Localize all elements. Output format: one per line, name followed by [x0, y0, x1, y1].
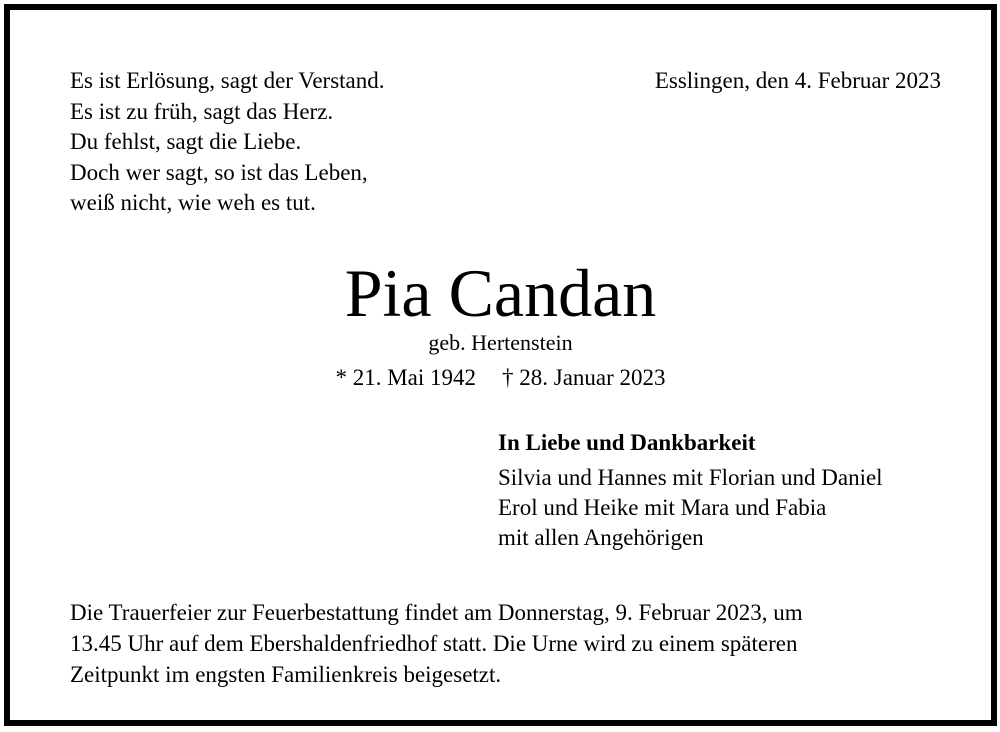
poem: [70, 66, 385, 219]
mourner-line: Erol und Heike mit Mara und Fabia: [498, 495, 827, 520]
poem-line: Doch wer sagt, so ist das Leben,: [70, 159, 368, 185]
deceased-name: Pia Candan: [344, 255, 657, 331]
service-line: Zeitpunkt im engsten Familienkreis beigesetzt.: [70, 662, 502, 687]
place-date: Esslingen, den 4. Februar 2023: [654, 68, 941, 93]
mourner-line: Silvia und Hannes mit Florian und Daniel: [498, 465, 883, 490]
poem-line: Es ist zu früh, sagt das Herz.: [70, 98, 334, 124]
life-dates: [10, 362, 991, 394]
maiden-name: geb. Hertenstein: [428, 330, 573, 355]
poem-line: weiß nicht, wie weh es tut.: [70, 190, 316, 215]
mourners-heading: In Liebe und Dankbarkeit: [498, 430, 756, 455]
poem-line: Es ist Erlösung, sagt der Verstand.: [70, 68, 385, 93]
service-line: Die Trauerfeier zur Feuerbestattung findet am Donnerstag, 9. Februar 2023, um: [70, 600, 803, 625]
birth-date: * 21. Mai 1942: [335, 365, 477, 390]
poem-line: Du fehlst, sagt die Liebe.: [70, 129, 302, 154]
death-date: † 28. Januar 2023: [502, 365, 666, 390]
obituary-frame: [4, 4, 997, 726]
mourner-line: mit allen Angehörigen: [498, 525, 704, 550]
service-notice: [70, 597, 803, 690]
mourners: [498, 428, 883, 553]
service-line: 13.45 Uhr auf dem Ebershaldenfriedhof statt. Die Urne wird zu einem späteren: [70, 631, 798, 656]
